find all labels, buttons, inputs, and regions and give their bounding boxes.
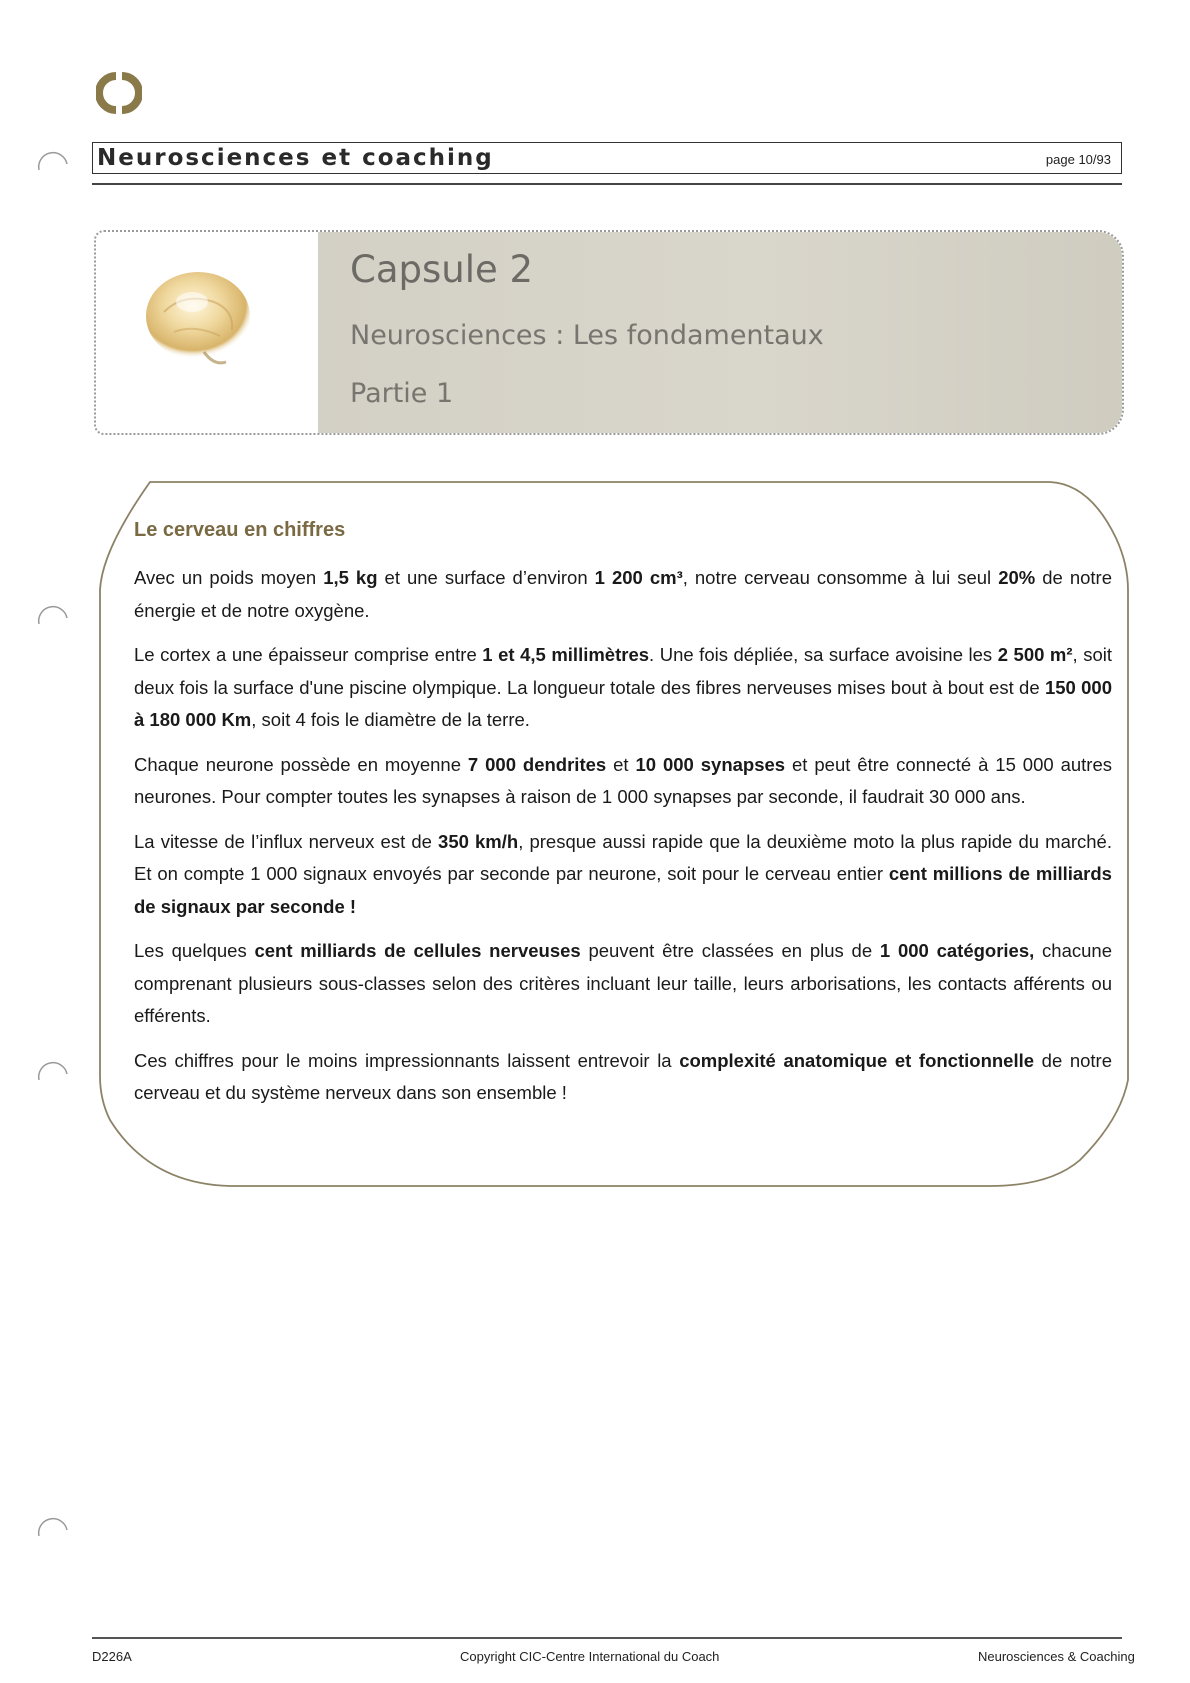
text-run: La vitesse de l’influx nerveux est de [134, 830, 439, 852]
text-run: , notre cerveau consomme à lui seul [682, 567, 999, 588]
text-run: et peut être connecté à 15 000 autres neurones. Pour compter toutes les synapses à raison de 1 000 synapses par seconde, il faudrait 30 000 ans. [134, 753, 1112, 807]
bold-text: 1 000 catégories, [879, 940, 1035, 961]
bold-text: 1 et 4,5 millimètres [482, 644, 650, 665]
text-run: chacune comprenant plusieurs sous-classes selon des critères incluant leur taille, leurs arborisations, les contacts afférents ou efférents. [134, 940, 1112, 1026]
text-run: . Une fois dépliée, sa surface avoisine les [649, 644, 998, 665]
capsule-subtitle: Neurosciences : Les fondamentaux [350, 320, 824, 351]
footer-copyright: Copyright CIC-Centre International du Coach [460, 1649, 720, 1664]
brain-image [134, 262, 266, 380]
text-run: Avec un poids moyen [134, 567, 324, 588]
paragraph [134, 749, 1112, 814]
text-run: de notre énergie et de notre oxygène. [134, 567, 1112, 621]
paragraph [134, 935, 1112, 1033]
text-run: Chaque neurone possède en moyenne [134, 753, 468, 775]
document-title: Neurosciences et coaching [97, 145, 494, 171]
bold-text: cent milliards de cellules nerveuses [254, 940, 581, 961]
bold-text: 7 000 dendrites [467, 753, 607, 775]
text-run: peuvent être classées en plus de [580, 940, 880, 961]
paragraph [134, 639, 1112, 737]
page-number: page 10/93 [1045, 152, 1111, 167]
bold-text: cent millions de milliards de signaux par seconde ! [134, 863, 1112, 917]
paragraph [134, 1045, 1112, 1110]
punch-hole-icon [36, 1052, 70, 1082]
capsule-title: Capsule 2 [350, 248, 534, 291]
bold-text: 10 000 synapses [635, 753, 786, 775]
punch-hole-icon [36, 596, 70, 626]
capsule-part: Partie 1 [350, 378, 454, 409]
bold-text: 2 500 m² [997, 644, 1073, 665]
bold-text: 20% [998, 567, 1036, 588]
footer-document-code: D226A [92, 1649, 132, 1664]
footer-divider [92, 1637, 1122, 1639]
footer-course-name: Neurosciences & Coaching [978, 1649, 1135, 1664]
text-run: Les quelques [134, 940, 255, 961]
text-run: et [606, 753, 636, 775]
bold-text: 1 200 cm³ [594, 567, 683, 588]
text-run: , soit deux fois la surface d'une piscine olympique. La longueur totale des fibres nerveuses mises bout à bout est de [134, 644, 1113, 698]
text-run: de notre cerveau et du système nerveux dans son ensemble ! [134, 1049, 1112, 1103]
text-run: , soit 4 fois le diamètre de la terre. [251, 709, 530, 730]
bold-text: 1,5 kg [323, 567, 378, 588]
document-header [92, 142, 1122, 174]
bold-text: 350 km/h [438, 830, 519, 852]
text-run: , presque aussi rapide que la deuxième moto la plus rapide du marché. Et on compte 1 000 signaux envoyés par seconde par neurone, soit pour le cerveau entier [134, 830, 1112, 884]
paragraph [134, 562, 1112, 627]
header-divider [92, 183, 1122, 185]
punch-hole-icon [36, 1508, 70, 1538]
section-title: Le cerveau en chiffres [134, 519, 346, 541]
section-body [134, 562, 1112, 1122]
punch-hole-icon [36, 142, 70, 172]
text-run: et une surface d’environ [377, 567, 595, 588]
bold-text: complexité anatomique et fonctionnelle [679, 1049, 1035, 1071]
bold-text: 150 000 à 180 000 Km [134, 676, 1112, 730]
paragraph [134, 826, 1112, 924]
text-run: Le cortex a une épaisseur comprise entre [134, 644, 483, 665]
ring-logo-icon [96, 70, 142, 116]
text-run: Ces chiffres pour le moins impressionnants laissent entrevoir la [134, 1049, 680, 1071]
